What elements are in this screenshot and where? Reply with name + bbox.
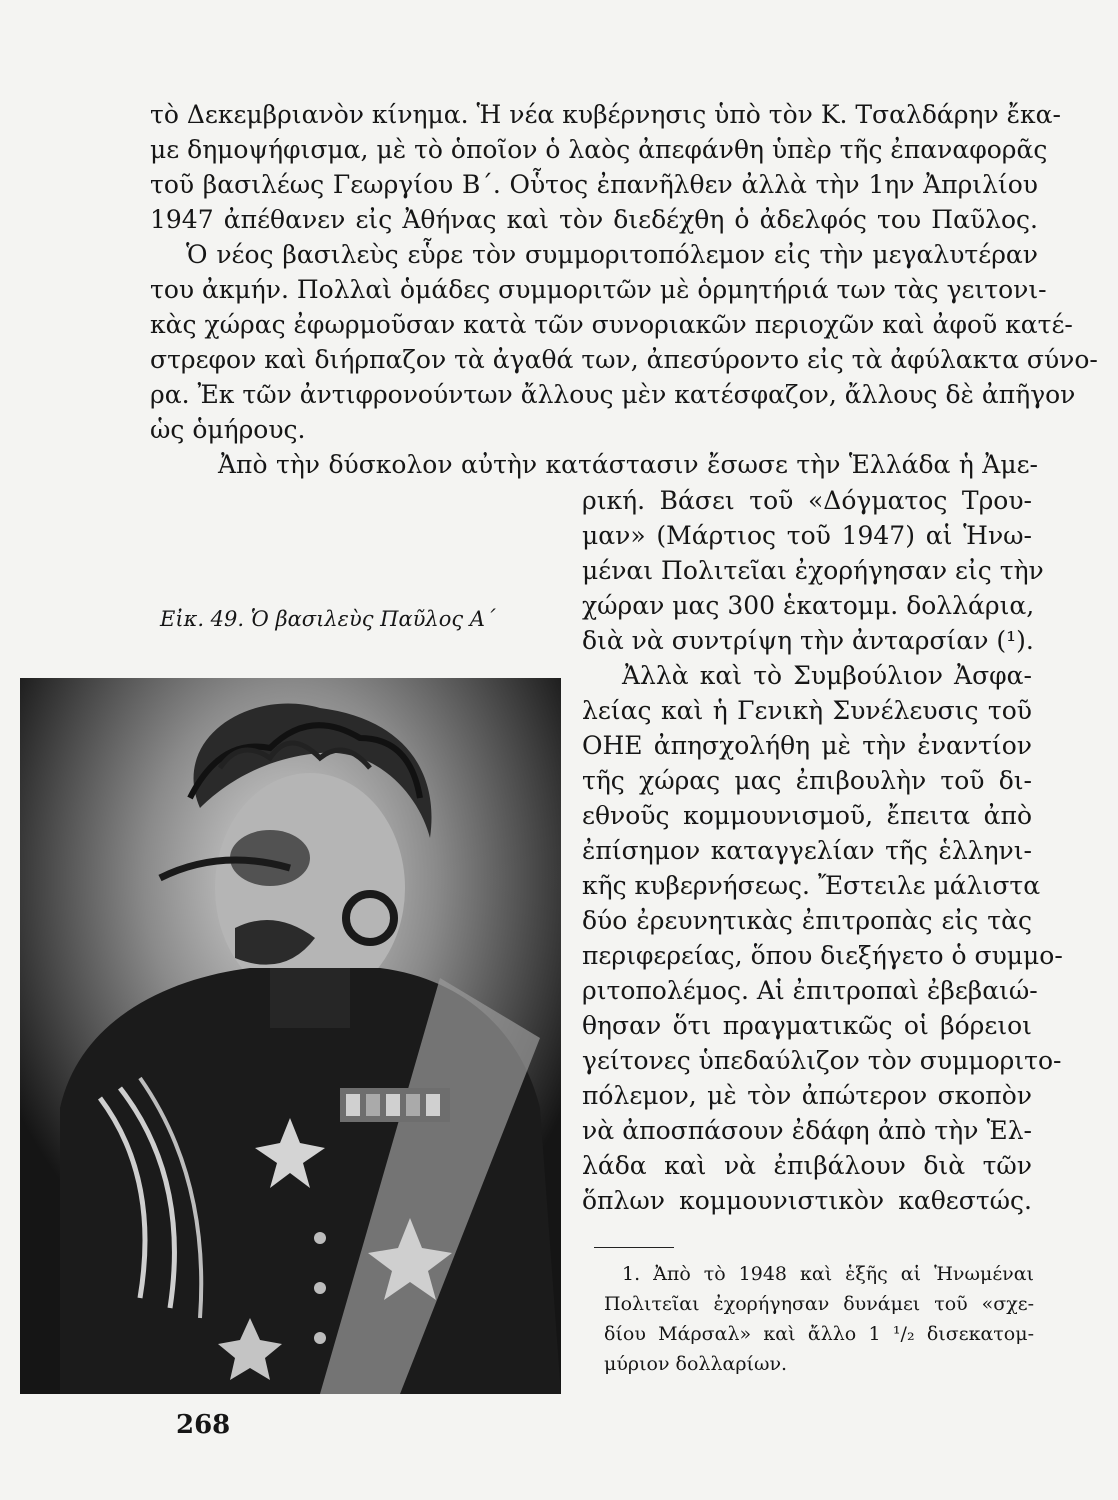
column-line: ριτοπολέμος. Αἱ ἐπιτροπαὶ ἐβεβαιώ- [582, 976, 1038, 1005]
column-line: ρική. Βάσει τοῦ «Δόγματος Τρου- [582, 486, 1032, 515]
column-line: μαν» (Μάρτιος τοῦ 1947) αἱ Ἡνω- [582, 521, 1032, 550]
body-line: 1947 ἀπέθανεν εἰς Ἀθήνας καὶ τὸν διεδέχθη ὁ ἀδελφός του Παῦλος. [150, 205, 1038, 234]
column-line: πόλεμον, μὲ τὸν ἀπώτερον σκοπὸν [582, 1081, 1032, 1110]
column-line: λάδα καὶ νὰ ἐπιβάλουν διὰ τῶν [582, 1151, 1032, 1180]
body-line: Ὁ νέος βασιλεὺς εὗρε τὸν συμμοριτοπόλεμον εἰς τὴν μεγαλυτέραν [186, 240, 1038, 269]
column-line: εθνοῦς κομμουνισμοῦ, ἔπειτα ἀπὸ [582, 801, 1032, 830]
page-number: 268 [176, 1410, 231, 1440]
column-line: θησαν ὅτι πραγματικῶς οἱ βόρειοι [582, 1011, 1032, 1040]
column-line: λείας καὶ ἡ Γενικὴ Συνέλευσις τοῦ [582, 696, 1032, 725]
footnote-line: Πολιτεῖαι ἐχορήγησαν δυνάμει τοῦ «σχε- [604, 1293, 1034, 1315]
figure-caption: Εἰκ. 49. Ὁ βασιλεὺς Παῦλος Α΄ [160, 607, 496, 631]
column-line: δύο ἐρευνητικὰς ἐπιτροπὰς εἰς τὰς [582, 906, 1032, 935]
body-line: του ἀκμήν. Πολλαὶ ὁμάδες συμμοριτῶν μὲ ὁρμητήριά των τὰς γειτονι- [150, 275, 1047, 304]
body-line: με δημοψήφισμα, μὲ τὸ ὁποῖον ὁ λαὸς ἀπεφάνθη ὑπὲρ τῆς ἐπαναφορᾶς [150, 135, 1048, 164]
body-line: τοῦ βασιλέως Γεωργίου Β΄. Οὗτος ἐπανῆλθεν ἀλλὰ τὴν 1ην Ἀπριλίου [150, 170, 1038, 199]
column-line: γείτονες ὑπεδαύλιζον τὸν συμμοριτο- [582, 1046, 1062, 1075]
body-line: στρεφον καὶ διήρπαζον τὰ ἀγαθά των, ἀπεσύροντο εἰς τὰ ἀφύλακτα σύνο- [150, 345, 1098, 374]
footnote-line: μύριον δολλαρίων. [604, 1353, 788, 1375]
footnote-line: 1. Ἀπὸ τὸ 1948 καὶ ἑξῆς αἱ Ἡνωμέναι [622, 1263, 1034, 1285]
body-line: τὸ Δεκεμβριανὸν κίνημα. Ἡ νέα κυβέρνησις ὑπὸ τὸν Κ. Τσαλδάρην ἔκα- [150, 100, 1061, 129]
body-line: Ἀπὸ τὴν δύσκολον αὐτὴν κατάστασιν ἔσωσε τὴν Ἑλλάδα ἡ Ἀμε- [218, 450, 1038, 479]
portrait-illustration [20, 678, 561, 1394]
column-line: κῆς κυβερνήσεως. Ἔστειλε μάλιστα [582, 871, 1041, 900]
column-line: ἐπίσημον καταγγελίαν τῆς ἑλληνι- [582, 836, 1032, 865]
column-line: Ἀλλὰ καὶ τὸ Συμβούλιον Ἀσφα- [622, 661, 1032, 690]
column-line: ὅπλων κομμουνιστικὸν καθεστώς. [582, 1186, 1032, 1215]
portrait-photo [20, 678, 561, 1394]
column-line: νὰ ἀποσπάσουν ἐδάφη ἀπὸ τὴν Ἑλ- [582, 1116, 1032, 1145]
body-line: ρα. Ἐκ τῶν ἀντιφρονούντων ἄλλους μὲν κατέσφαζον, ἄλλους δὲ ἀπῆγον [150, 380, 1076, 409]
column-line: ΟΗΕ ἀπησχολήθη μὲ τὴν ἐναντίον [582, 731, 1032, 760]
column-line: μέναι Πολιτεῖαι ἐχορήγησαν εἰς τὴν [582, 556, 1044, 585]
column-line: περιφερείας, ὅπου διεξήγετο ὁ συμμο- [582, 941, 1063, 970]
footnote-line: δίου Μάρσαλ» καὶ ἄλλο 1 ¹/₂ δισεκατομ- [604, 1323, 1034, 1345]
footnote-rule [594, 1247, 674, 1248]
column-line: διὰ νὰ συντρίψη τὴν ἀνταρσίαν (¹). [582, 626, 1034, 655]
body-line: ὡς ὁμήρους. [150, 415, 306, 444]
column-line: τῆς χώρας μας ἐπιβουλὴν τοῦ δι- [582, 766, 1032, 795]
body-line: κὰς χώρας ἐφωρμοῦσαν κατὰ τῶν συνοριακῶν περιοχῶν καὶ ἀφοῦ κατέ- [150, 310, 1073, 339]
column-line: χώραν μας 300 ἑκατομμ. δολλάρια, [582, 591, 1035, 620]
